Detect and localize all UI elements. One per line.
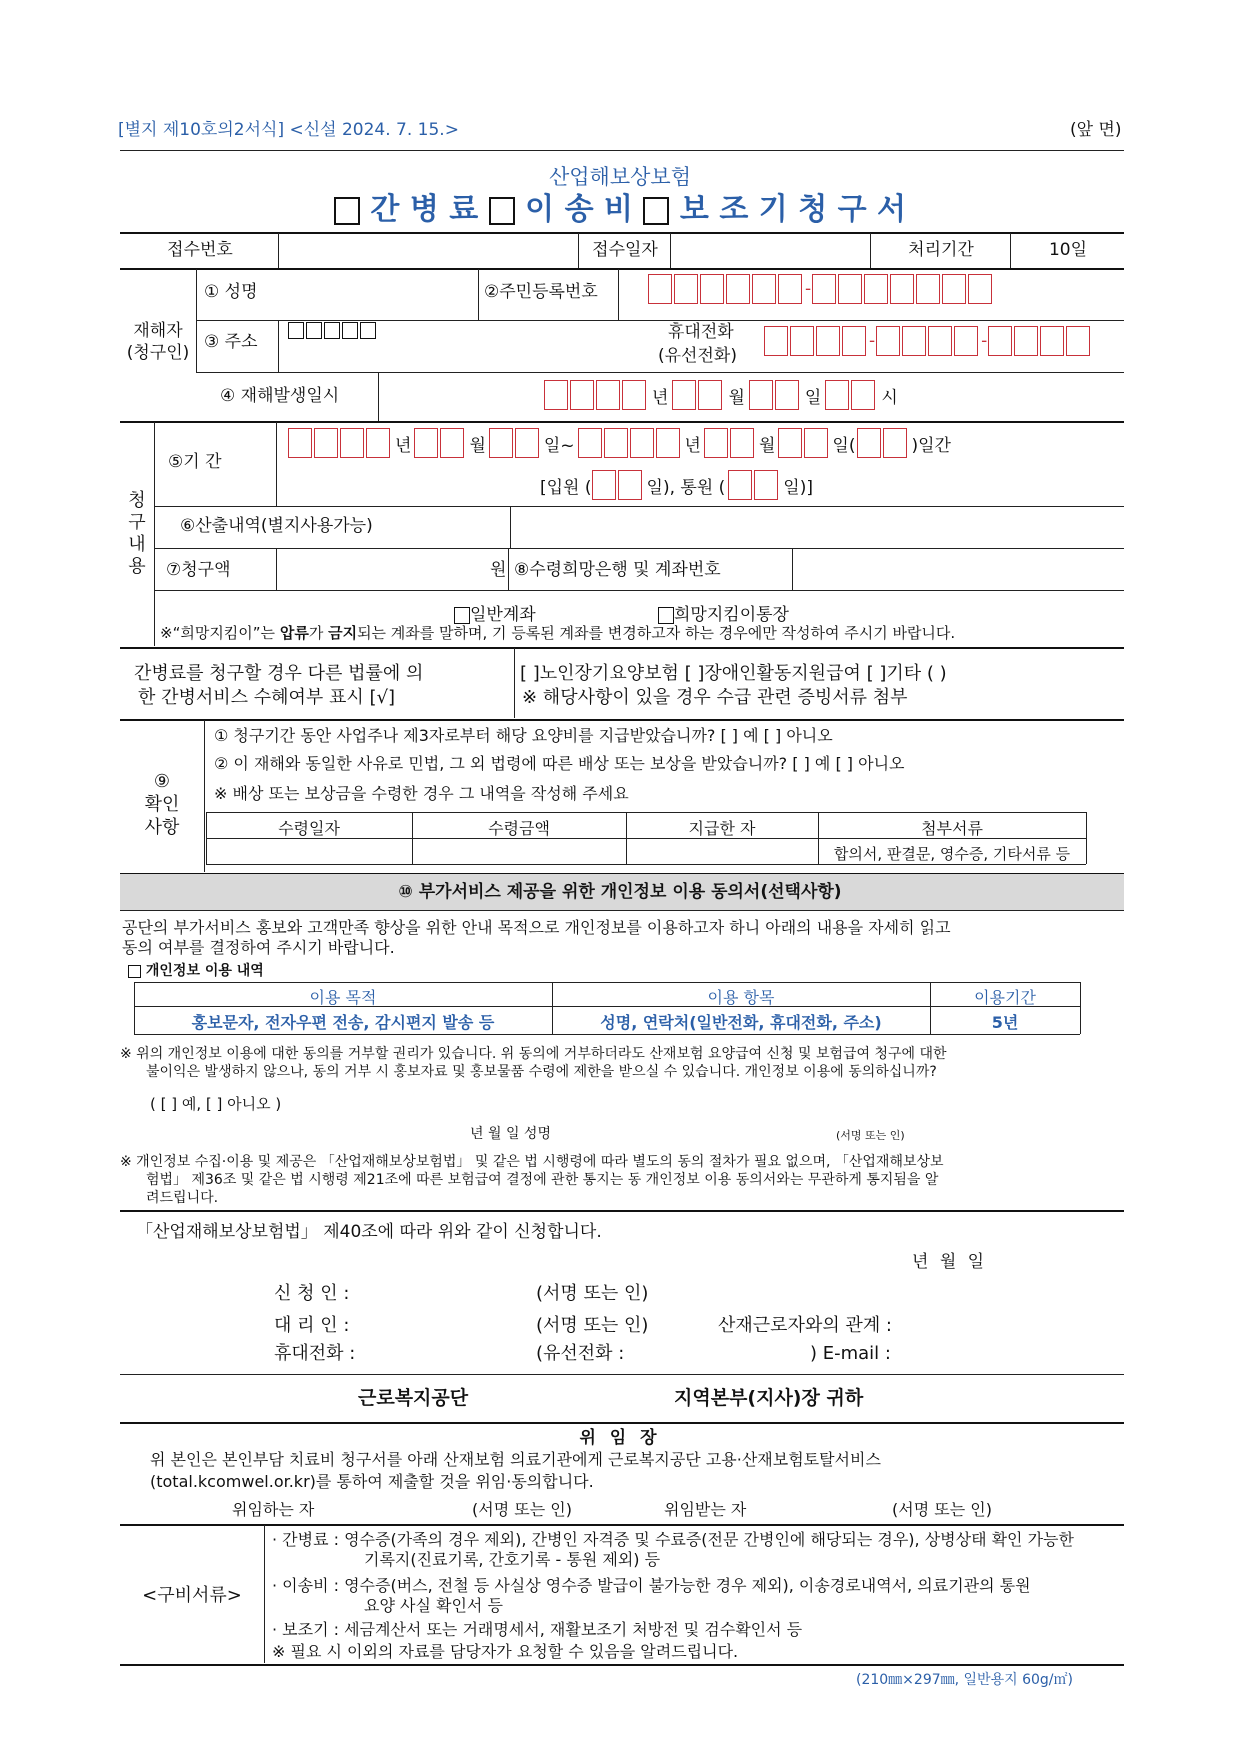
privacy-subhead: 개인정보 이용 내역 <box>128 960 264 980</box>
docs-aid: · 보조기 : 세금계산서 또는 거래명세서, 재활보조기 처방전 및 검수확인서 등 <box>272 1620 803 1639</box>
rrn-label: ②주민등록번호 <box>484 282 598 302</box>
other-law-question-2: 한 간병서비스 수혜여부 표시 [√] <box>138 687 396 708</box>
claim-period-input[interactable]: 년 월 일~ 년 월 일( )일간 <box>288 428 953 458</box>
mandate-giver-sign[interactable]: (서명 또는 인) <box>472 1500 572 1519</box>
mandate-receiver-sign[interactable]: (서명 또는 인) <box>892 1500 992 1519</box>
page-side-label: (앞 면) <box>1070 120 1122 140</box>
applicant-label: 신 청 인 : <box>274 1283 350 1304</box>
purpose-value: 홍보문자, 전자우편 전송, 감시편지 발송 등 <box>191 1013 495 1032</box>
checkbox-transport[interactable] <box>489 197 515 225</box>
mandate-text-2: (total.kcomwel.or.kr)를 통하여 제출할 것을 위임·동의합니다. <box>150 1472 594 1491</box>
claim-amount-label: ⑦청구액 <box>166 560 231 580</box>
docs-caregiving-1: · 간병료 : 영수증(가족의 경우 제외), 간병인 자격증 및 수료증(전문 간병인에 해당되는 경우), 상병상태 확인 가능한 <box>272 1530 1074 1549</box>
mobile-label: 휴대전화 <box>668 322 734 342</box>
docs-transport-1: · 이송비 : 영수증(버스, 전철 등 사실상 영수증 발급이 불가능한 경우 제외), 이송경로내역서, 의료기관의 통원 <box>272 1576 1031 1595</box>
form-subtitle: 산업해보상보험 <box>548 165 691 189</box>
mandate-text-1: 위 본인은 본인부담 치료비 청구서를 아래 산재보험 의료기관에게 근로복지공단 고용·산재보험토탈서비스 <box>150 1450 881 1469</box>
relation-label: 산재근로자와의 관계 : <box>718 1315 892 1336</box>
legal-note-2: 험법」 제36조 및 같은 법 시행령 제21조에 따른 보험급여 결정에 관한 통지는 동 개인정보 이용 동의서와는 무관하게 통지됨을 알 <box>146 1172 939 1188</box>
accident-date-label: ④ 재해발생일시 <box>220 386 340 406</box>
docs-transport-2: 요양 사실 확인서 등 <box>364 1596 503 1615</box>
agent-label: 대 리 인 : <box>274 1315 350 1336</box>
hope-account-note: ※“희망지킴이”는 압류가 금지되는 계좌를 말하며, 기 등록된 계좌를 변경하고자 하는 경우에만 작성하여 주시기 바랍니다. <box>160 624 956 642</box>
form-title: 간 병 료 이 송 비 보 조 기 청 구 서 <box>0 190 1240 230</box>
name-label: ① 성명 <box>204 282 258 302</box>
privacy-consent-choice[interactable]: ( [ ] 예, [ ] 아니오 ) <box>150 1095 282 1113</box>
application-statement: 「산업재해보상보험법」 제40조에 따라 위와 같이 신청합니다. <box>136 1222 602 1242</box>
confirm-note: ※ 배상 또는 보상금을 수령한 경우 그 내역을 작성해 주세요 <box>214 784 629 803</box>
calculation-label: ⑥산출내역(별지사용가능) <box>180 516 373 536</box>
agent-landline: (유선전화 : <box>536 1343 625 1364</box>
processing-period-label: 처리기간 <box>908 240 974 260</box>
privacy-intro-2: 동의 여부를 결정하여 주시기 바랍니다. <box>122 938 395 957</box>
bank-account-label: ⑧수령희망은행 및 계좌번호 <box>514 560 721 580</box>
checkbox-caregiving[interactable] <box>334 197 360 225</box>
col-items: 이용 항목 <box>707 988 775 1007</box>
privacy-sign-note: (서명 또는 인) <box>836 1129 905 1142</box>
checkbox-aid[interactable] <box>643 197 669 225</box>
agent-sign[interactable]: (서명 또는 인) <box>536 1315 649 1336</box>
other-law-question-1: 간병료를 청구할 경우 다른 법률에 의 <box>134 663 424 684</box>
other-law-note: ※ 해당사항이 있을 경우 수급 관련 증빙서류 첨부 <box>522 687 908 708</box>
col-payer: 지급한 자 <box>688 819 756 838</box>
privacy-title: ⑩ 부가서비스 제공을 위한 개인정보 이용 동의서(선택사항) <box>398 882 842 902</box>
other-law-options[interactable]: [ ]노인장기요양보험 [ ]장애인활동지원급여 [ ]기타 ( ) <box>520 663 947 684</box>
mandate-title: 위 임 장 <box>579 1428 661 1448</box>
address-label: ③ 주소 <box>204 332 258 352</box>
square-bullet-icon <box>128 965 141 978</box>
period-label: ⑤기 간 <box>168 452 222 472</box>
legal-note-3: 려드립니다. <box>146 1190 219 1206</box>
phone-input[interactable]: - - <box>764 326 1092 356</box>
col-attachments: 첨부서류 <box>921 819 983 838</box>
required-docs-label: <구비서류> <box>142 1585 242 1606</box>
claim-group-label: 청 구 내 용 <box>128 490 146 577</box>
col-receipt-amount: 수령금액 <box>488 819 550 838</box>
reception-date-label: 접수일자 <box>592 240 658 260</box>
period-value: 5년 <box>991 1013 1019 1032</box>
confirm-question-1[interactable]: ① 청구기간 동안 사업주나 제3자로부터 해당 요양비를 지급받았습니까? [ ] 예 [ ] 아니오 <box>214 726 833 745</box>
agent-phone-label: 휴대전화 : <box>274 1343 356 1364</box>
confirmation-label: ⑨ 확인 사항 <box>144 771 180 838</box>
attachments-value: 합의서, 판결문, 영수증, 기타서류 등 <box>833 845 1071 863</box>
col-receipt-date: 수령일자 <box>278 819 340 838</box>
processing-period-value: 10일 <box>1048 240 1088 260</box>
paper-spec: (210㎜×297㎜, 일반용지 60g/㎡) <box>856 1672 1073 1688</box>
reception-no-label: 접수번호 <box>167 240 233 260</box>
rrn-input[interactable]: - <box>648 274 994 304</box>
confirm-question-2[interactable]: ② 이 재해와 동일한 사유로 민법, 그 외 법령에 따른 배상 또는 보상을 받았습니까? [ ] 예 [ ] 아니오 <box>214 754 905 773</box>
recipient-line: 지역본부(지사)장 귀하 <box>674 1387 864 1409</box>
general-account-option[interactable]: 일반계좌 <box>454 600 536 625</box>
legal-note-1: ※ 개인정보 수집·이용 및 제공은 「산업재해보상보험법」 및 같은 법 시행령에 따라 별도의 동의 절차가 필요 없으며, 「산업재해보상보 <box>120 1154 944 1170</box>
application-date: 년 월 일 <box>912 1252 985 1272</box>
agency-name: 근로복지공단 <box>358 1387 469 1409</box>
inpatient-outpatient-input[interactable]: [입원 ( 일), 통원 ( 일)] <box>540 470 816 500</box>
hope-account-checkbox[interactable] <box>658 607 674 624</box>
applicant-sign[interactable]: (서명 또는 인) <box>536 1283 649 1304</box>
won-unit: 원 <box>490 560 507 580</box>
general-account-checkbox[interactable] <box>454 607 470 624</box>
docs-note: ※ 필요 시 이외의 자료를 담당자가 요청할 수 있음을 알려드립니다. <box>272 1642 739 1661</box>
form-reference: [별지 제10호의2서식] <신설 2024. 7. 15.> <box>118 120 459 140</box>
privacy-intro-1: 공단의 부가서비스 홍보와 고객만족 향상을 위한 안내 목적으로 개인정보를 이용하고자 하니 아래의 내용을 자세히 읽고 <box>122 918 951 937</box>
col-purpose: 이용 목적 <box>309 988 377 1007</box>
accident-date-input[interactable]: 년 월 일 시 <box>544 380 902 410</box>
mandate-receiver: 위임받는 자 <box>664 1500 747 1519</box>
docs-caregiving-2: 기록지(진료기록, 간호기록 - 통원 제외) 등 <box>364 1550 661 1569</box>
col-period: 이용기간 <box>974 988 1036 1007</box>
privacy-warning-1: ※ 위의 개인정보 이용에 대한 동의를 거부할 권리가 있습니다. 위 동의에 거부하더라도 산재보험 요양급여 신청 및 보험급여 청구에 대한 <box>120 1046 947 1062</box>
postcode-input[interactable] <box>288 322 376 339</box>
agent-email-label: ) E-mail : <box>810 1343 891 1364</box>
privacy-date-line: 년 월 일 성명 <box>470 1126 551 1142</box>
claimant-group-label: 재해자 (청구인) <box>126 321 190 363</box>
mandate-giver: 위임하는 자 <box>232 1500 315 1519</box>
privacy-warning-2: 불이익은 발생하지 않으나, 동의 거부 시 홍보자료 및 홍보물품 수령에 제한을 받으실 수 있습니다. 개인정보 이용에 동의하십니까? <box>146 1064 937 1080</box>
hope-account-option[interactable]: 희망지킴이통장 <box>658 600 789 625</box>
landline-label: (유선전화) <box>658 346 737 366</box>
items-value: 성명, 연락처(일반전화, 휴대전화, 주소) <box>600 1013 882 1032</box>
